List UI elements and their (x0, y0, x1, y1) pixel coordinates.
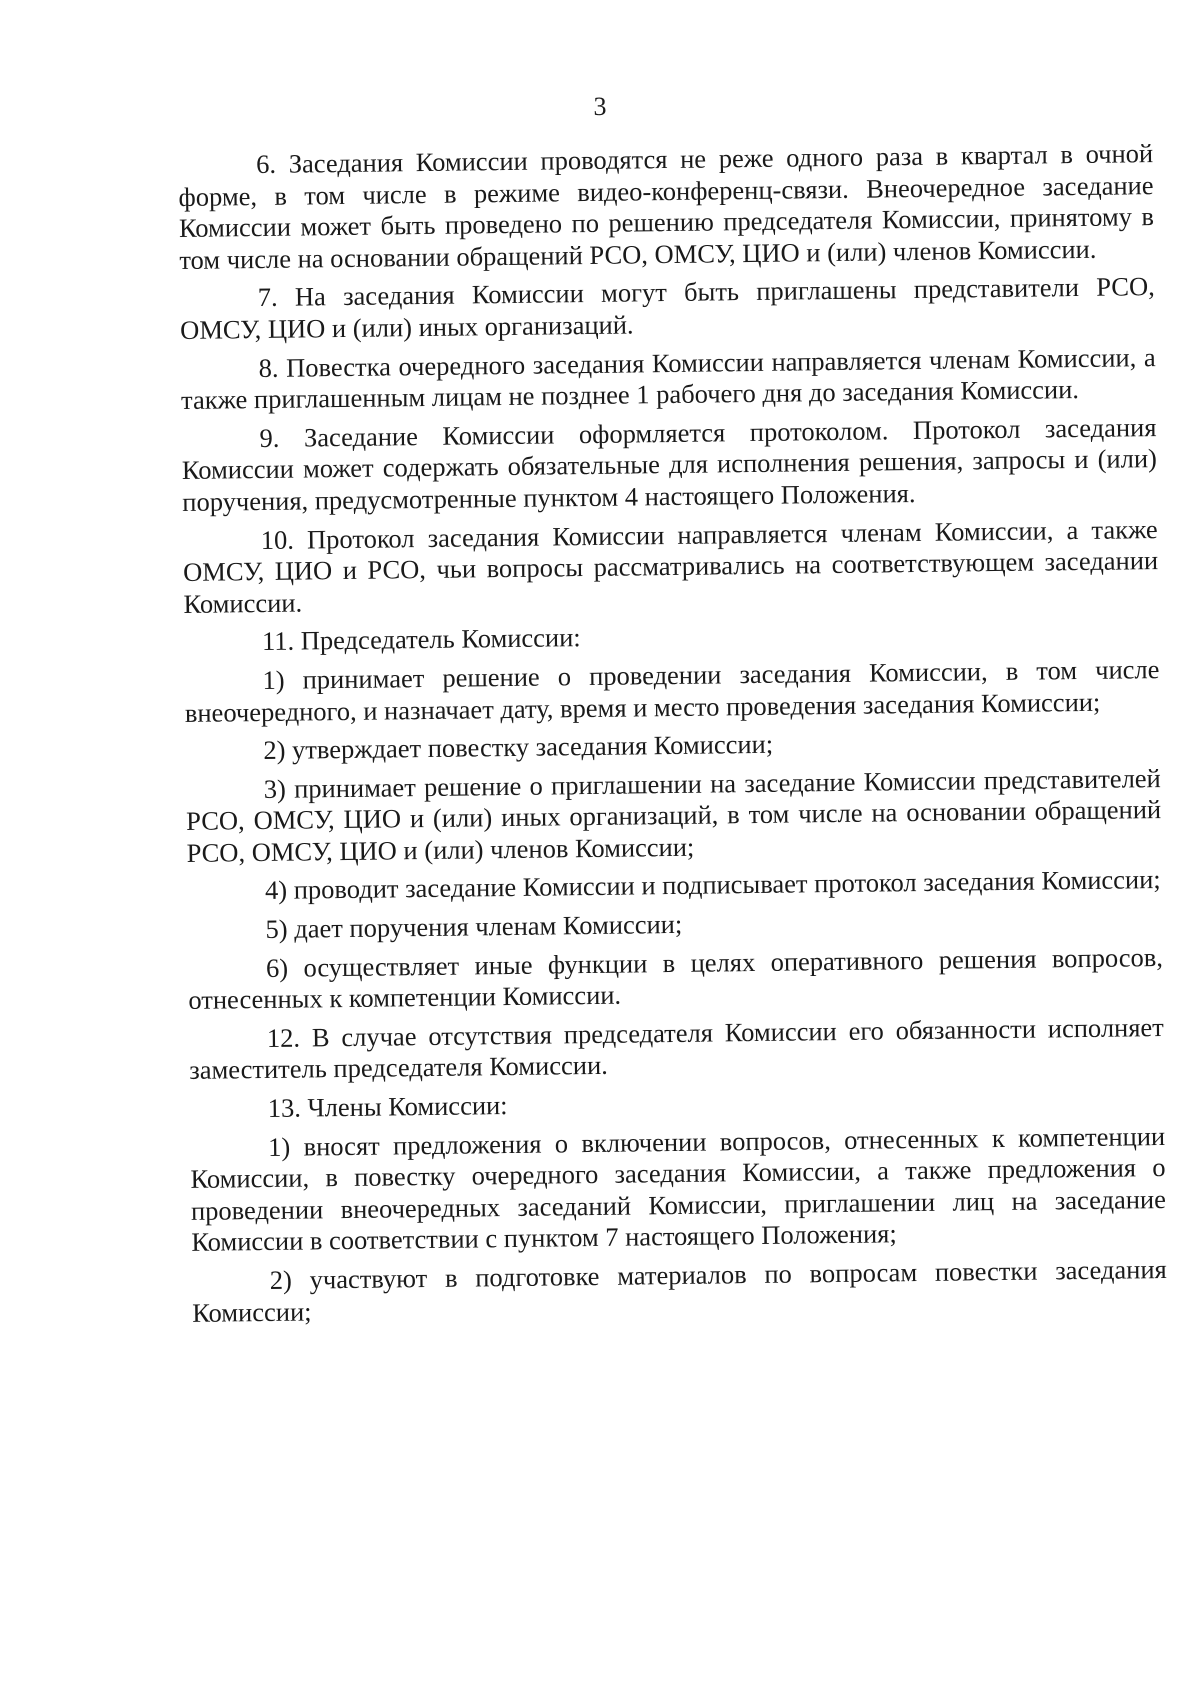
paragraph-13-members: 13. Члены Комиссии: (267, 1090, 508, 1124)
paragraph-8-agenda: 8. Повестка очередного заседания Комиссии направляется членам Комиссии, а также приглашенным лицам не позднее 1 рабочего дня до заседания Комиссии. (180, 341, 1156, 416)
list-item-13-1: 1) вносят предложения о включении вопросов, отнесенных к компетенции Комиссии, в повестку очередного заседания Комиссии, а также предложения о проведении внеочередных заседаний Комиссии, приглашении лиц на заседание Комиссии в соответствии с пунктом 7 настоящего Положения; (190, 1120, 1167, 1258)
page-number: 3 (593, 92, 607, 121)
list-item-11-4: 4) проводит заседание Комиссии и подписывает протокол заседания Комиссии; (264, 864, 1161, 906)
list-item-11-2: 2) утверждает повестку заседания Комиссии; (263, 728, 774, 766)
list-item-11-3: 3) принимает решение о приглашении на заседание Комиссии представителей РСО, ОМСУ, ЦИО и (или) иных организаций, в том числе на основании обращений РСО, ОМСУ, ЦИО и (или) членов Комиссии; (186, 762, 1162, 868)
list-item-13-2: 2) участвуют в подготовке материалов по вопросам повестки заседания Комиссии; (192, 1254, 1167, 1328)
paragraph-7-invitations: 7. На заседания Комиссии могут быть приглашены представители РСО, ОМСУ, ЦИО и (или) иных организаций. (180, 271, 1155, 345)
paragraph-6-meetings: 6. Заседания Комиссии проводятся не реже одного раза в квартал в очной форме, в том числе в режиме видео-конференц-связи. Внеочередное заседание Комиссии может быть проведено по решению председателя Комиссии, принятому в том числе на основании обращений РСО, ОМСУ, ЦИО и (или) членов Комиссии. (178, 138, 1155, 275)
paragraph-11-chairman: 11. Председатель Комиссии: (261, 622, 581, 657)
paragraph-9-protocol: 9. Заседание Комиссии оформляется протоколом. Протокол заседания Комиссии может содержать обязательные для исполнения решения, запросы и (или) поручения, предусмотренные пунктом 4 настоящего Положения. (181, 411, 1158, 517)
list-item-11-1: 1) принимает решение о проведении заседания Комиссии, в том числе внеочередного, и назначает дату, время и место проведения заседания Комиссии; (184, 653, 1160, 728)
list-item-11-5: 5) дает поручения членам Комиссии; (265, 908, 683, 945)
document-body (178, 138, 1167, 1336)
paragraph-10-protocol-distribution: 10. Протокол заседания Комиссии направляется членам Комиссии, а также ОМСУ, ЦИО и РСО, чьи вопросы рассматривались на соответствующем заседании Комиссии. (182, 513, 1159, 619)
list-item-11-6: 6) осуществляет иные функции в целях оперативного решения вопросов, отнесенных к компетенции Комиссии. (188, 941, 1164, 1016)
paragraph-12-deputy: 12. В случае отсутствия председателя Комиссии его обязанности исполняет заместитель председателя Комиссии. (189, 1011, 1164, 1086)
